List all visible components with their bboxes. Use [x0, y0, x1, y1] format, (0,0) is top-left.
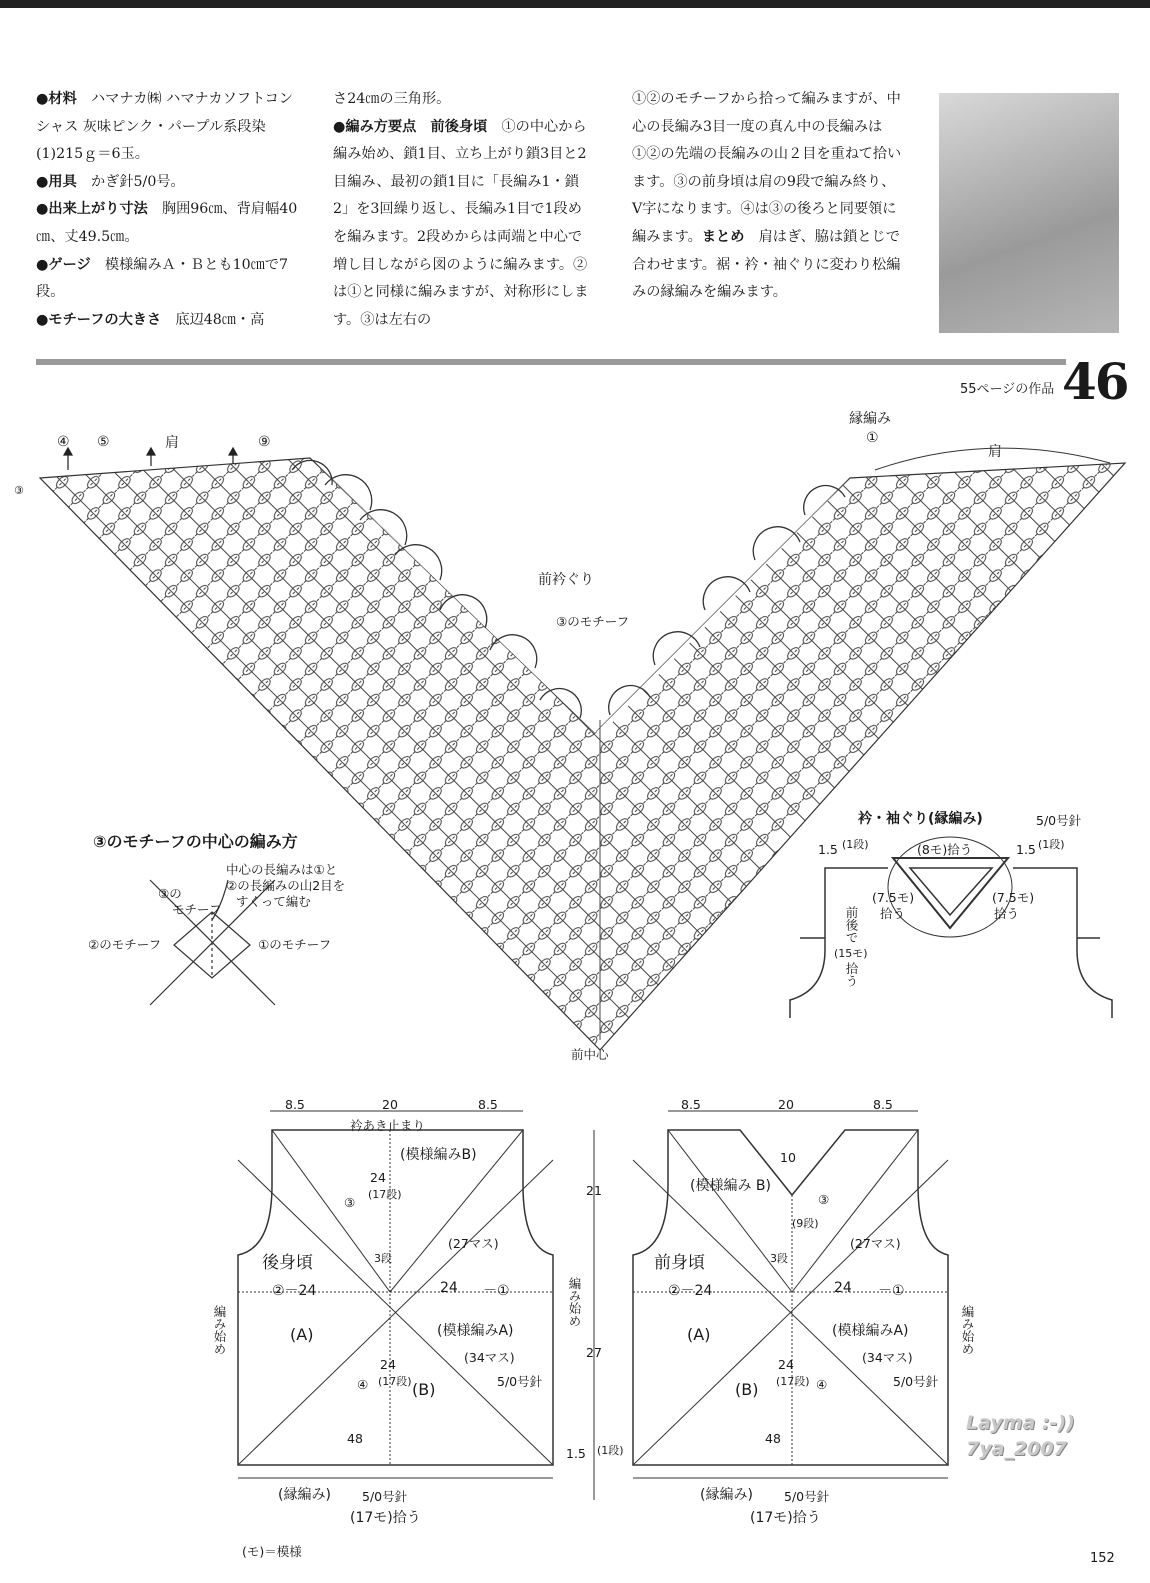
back-b17: (17段): [378, 1375, 412, 1388]
back-right-24: 24: [440, 1280, 458, 1296]
front-b24: 24: [778, 1357, 794, 1372]
collar-row-right: (1段): [1038, 838, 1065, 851]
back-v24: 24: [370, 1170, 386, 1185]
back-width-left: 8.5: [285, 1097, 305, 1112]
collar-pick-75-left: (7.5モ): [872, 890, 915, 905]
label-motif4: ④: [57, 434, 70, 450]
back-section-b: (B): [412, 1380, 436, 1399]
front-b17: (17段): [776, 1375, 810, 1388]
back-needle: 5/0号針: [497, 1374, 543, 1389]
height-27: 27: [586, 1345, 602, 1360]
col3-body1: ①②のモチーフから拾って編みますが、中心の長編み3目一度の真ん中の長編みは①②の先端の長編みの山２目を重ねて拾います。③の前身頃は肩の9段で編み終り、V字になります。④は③の後ろと同要領に編みます。: [632, 91, 902, 245]
front-width-left: 8.5: [681, 1097, 701, 1112]
collar-front-back: 前後で: [844, 906, 859, 944]
back-title: 後身頃: [262, 1253, 313, 1273]
back-left-dim: ②－24: [272, 1283, 317, 1299]
collar-title: 衿・袖ぐり(縁編み): [858, 811, 983, 827]
label-motif5: ⑤: [97, 434, 110, 450]
detail-motif1: ①のモチーフ: [258, 937, 332, 952]
col2-heading: ●編み方要点 前後身頃: [333, 118, 488, 135]
front-motif3: ③: [818, 1192, 830, 1207]
label-front-center: 前中心: [571, 1047, 609, 1062]
front-title: 前身頃: [654, 1253, 705, 1273]
watermark-1: Layma :-)): [966, 1412, 1075, 1434]
collar-dim-right: 1.5: [1016, 842, 1036, 857]
collar-pick-15-word: 拾う: [844, 962, 859, 987]
collar-pick-75-right: (7.5モ): [992, 890, 1035, 905]
detail-motif3-a: ③の: [158, 886, 182, 901]
front-width-right: 8.5: [873, 1097, 893, 1112]
back-bottom: 48: [347, 1431, 363, 1446]
back-motif3: ③: [344, 1195, 356, 1210]
label-motif9: ⑨: [258, 434, 271, 450]
label-front-neckline: 前衿ぐり: [538, 572, 594, 588]
front-v27: (27マス): [850, 1236, 901, 1251]
detail-motif2: ②のモチーフ: [88, 937, 162, 952]
back-edge: (縁編み): [278, 1487, 331, 1503]
back-v3: 3段: [374, 1252, 392, 1265]
height-15: 1.5: [566, 1446, 586, 1461]
middle-start: 編み始め: [567, 1277, 582, 1327]
collar-pick-right-word: 拾う: [994, 906, 1020, 921]
collar-pick-8: (8モ)拾う: [917, 842, 973, 857]
detail-note-2: ②の長編みの山2目を: [226, 878, 346, 893]
front-pattern-b: (模様編み B): [690, 1178, 771, 1194]
detail-note-1: 中心の長編みは①と: [226, 862, 338, 877]
front-section-b: (B): [735, 1380, 759, 1399]
front-edge: (縁編み): [700, 1487, 753, 1503]
page-reference: 55ページの作品: [960, 382, 1055, 397]
front-edge-needle: 5/0号針: [784, 1489, 830, 1504]
back-right-dim: －①: [483, 1283, 510, 1299]
front-v9: (9段): [792, 1217, 819, 1230]
back-v17: (17段): [368, 1188, 402, 1201]
collar-schematic: [790, 837, 1112, 1018]
col2-lead: さ24㎝の三角形。: [333, 91, 451, 107]
col2-body: ①の中心から編み始め、鎖1目、立ち上がり鎖3目と2目編み、最初の鎖1目に「長編み1・鎖2」を3回繰り返し、長編み1目で1段めを編みます。2段めからは両端と中心で増し目しながら図のように編みます。②は①と同様に編みますが、対称形にします。③は左右の: [333, 118, 589, 328]
back-neck-stop: 衿あき止まり: [350, 1118, 426, 1133]
back-width-mid: 20: [382, 1097, 398, 1112]
collar-pick-15: (15モ): [834, 947, 868, 960]
front-v3: 3段: [770, 1252, 788, 1265]
crochet-chart: [40, 448, 1125, 1050]
front-pattern-a: (模様編みA): [832, 1323, 909, 1339]
back-width-right: 8.5: [478, 1097, 498, 1112]
collar-row-left: (1段): [842, 838, 869, 851]
detail-note-3: すくって編む: [236, 894, 311, 909]
tools-line: ●用具 かぎ針5/0号。: [36, 173, 185, 190]
back-b24: 24: [380, 1357, 396, 1372]
gauge-line: ●ゲージ 模様編みＡ・Ｂとも10㎝で7段。: [36, 256, 289, 301]
back-start: 編み始め: [212, 1305, 227, 1355]
label-edging: 縁編み: [849, 411, 891, 427]
col3-body2: 肩はぎ、脇は鎖とじで合わせます。裾・衿・袖ぐりに変わり松編みの縁編みを編みます。: [632, 228, 901, 301]
label-row1: ①: [866, 430, 879, 446]
detail-title: ③のモチーフの中心の編み方: [93, 832, 298, 851]
materials-line: ●材料 ハマナカ㈱ ハマナカソフトコンシャス 灰味ピンク・パープル系段染(1)215ｇ＝6玉。: [36, 91, 293, 163]
height-1dan: (1段): [597, 1444, 624, 1457]
front-right-dim: －①: [878, 1283, 905, 1299]
pattern-number: 46: [1062, 352, 1128, 411]
collar-dim-left: 1.5: [818, 842, 838, 857]
col3-heading: まとめ: [701, 228, 745, 245]
label-motif3: ③のモチーフ: [556, 614, 630, 629]
front-pick17: (17モ)拾う: [750, 1510, 821, 1526]
collar-needle: 5/0号針: [1036, 813, 1082, 828]
page-number: 152: [1090, 1551, 1115, 1566]
label-shoulder-right: 肩: [988, 444, 1002, 460]
collar-pick-left-word: 拾う: [880, 906, 906, 921]
detail-motif3-b: モチーフ: [172, 902, 222, 917]
back-section-a: (A): [290, 1325, 314, 1344]
watermark-2: 7ya_2007: [966, 1438, 1067, 1460]
back-v27: (27マス): [448, 1236, 499, 1251]
front-section-a: (A): [687, 1325, 711, 1344]
back-edge-needle: 5/0号針: [362, 1489, 408, 1504]
size-line: ●出来上がり寸法 胸囲96㎝、背肩幅40㎝、丈49.5㎝。: [36, 201, 298, 245]
front-motif4: ④: [816, 1377, 828, 1392]
back-pattern-b: (模様編みB): [400, 1147, 477, 1163]
legend: (モ)＝模様: [242, 1544, 302, 1559]
front-right-24: 24: [834, 1280, 852, 1296]
label-shoulder-left: 肩: [165, 435, 179, 451]
front-start: 編み始め: [960, 1305, 975, 1355]
front-v34: (34マス): [862, 1350, 913, 1365]
front-width-mid: 20: [778, 1097, 794, 1112]
back-motif4: ④: [357, 1377, 369, 1392]
front-needle: 5/0号針: [893, 1374, 939, 1389]
motif-size-line: ●モチーフの大きさ 底辺48㎝・高: [36, 311, 265, 328]
height-21: 21: [586, 1183, 602, 1198]
back-pattern-a: (模様編みA): [437, 1323, 514, 1339]
front-left-dim: ②－24: [668, 1283, 713, 1299]
front-v10: 10: [780, 1150, 796, 1165]
front-bottom: 48: [765, 1431, 781, 1446]
back-pick17: (17モ)拾う: [350, 1510, 421, 1526]
back-v34: (34マス): [464, 1350, 515, 1365]
label-row3: ③: [14, 484, 24, 497]
